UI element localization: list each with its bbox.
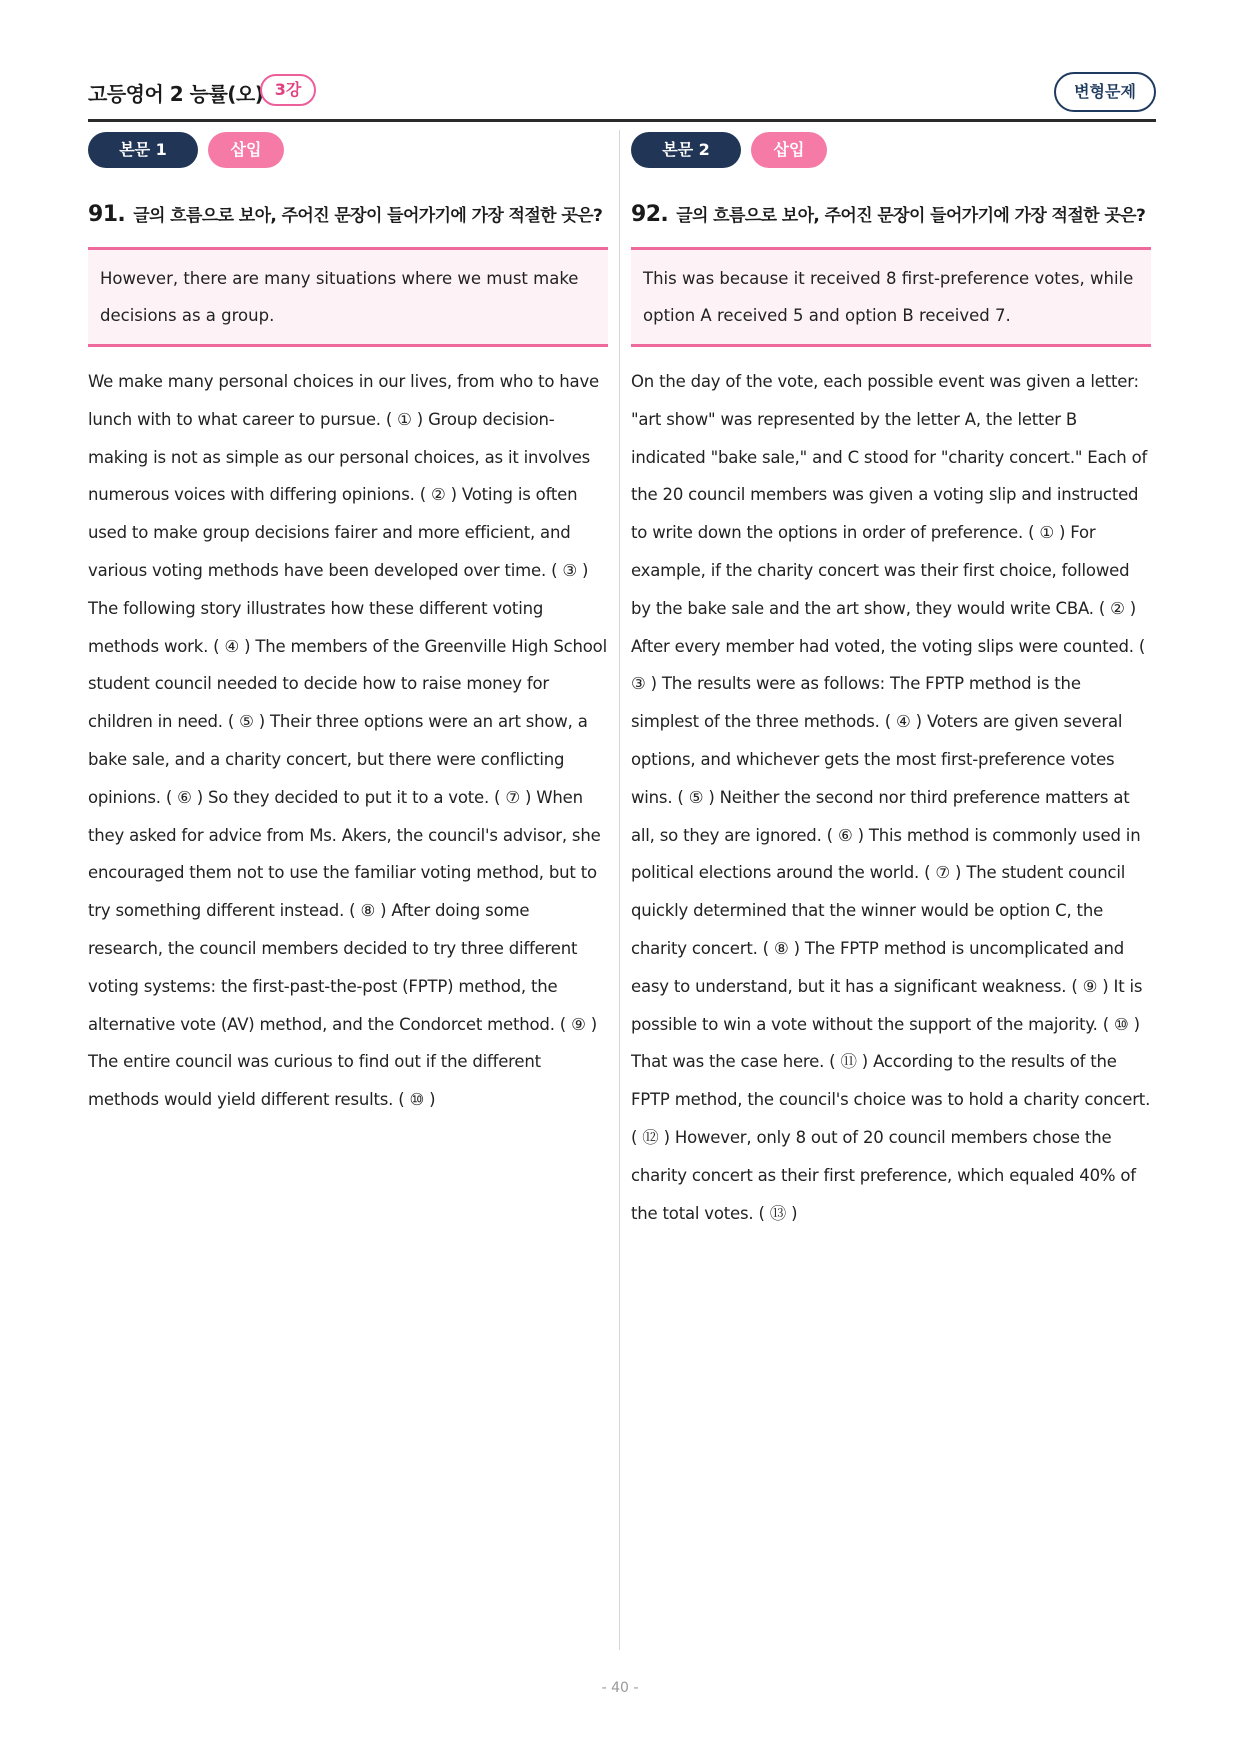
tag-row bbox=[631, 132, 1151, 168]
question-prompt bbox=[88, 198, 608, 233]
given-sentence-box: This was because it received 8 first-preference votes, while option A received 5 and option B received 7. bbox=[631, 247, 1151, 347]
page-number: - 40 - bbox=[601, 1680, 639, 1696]
given-sentence-box: However, there are many situations where we must make decisions as a group. bbox=[88, 247, 608, 347]
question-type-tag: 삽입 bbox=[208, 132, 284, 168]
problem-type-badge: 변형문제 bbox=[1054, 72, 1156, 112]
tag-row bbox=[88, 132, 608, 168]
question-column-right bbox=[631, 132, 1151, 1232]
lecture-badge: 3강 bbox=[260, 74, 316, 106]
column-divider bbox=[619, 130, 620, 1650]
question-prompt bbox=[631, 198, 1151, 233]
question-column-left bbox=[88, 132, 608, 1119]
question-text: 글의 흐름으로 보아, 주어진 문장이 들어가기에 가장 적절한 곳은? bbox=[676, 206, 1146, 226]
question-type-tag: 삽입 bbox=[751, 132, 827, 168]
passage-text: On the day of the vote, each possible event was given a letter: "art show" was represented by the letter A, the letter B indicated "bake sale," and C stood for "charity concert." Each of the 20 council members was given a voting slip and instructed to write down the options in order of preference. ( ① ) For example, if the charity concert was their first choice, followed by the bake sale and the art show, they would write CBA. ( ② ) After every member had voted, the voting slips were counted. ( ③ ) The results were as follows: The FPTP method is the simplest of the three methods. ( ④ ) Voters are given several options, and whichever gets the most first-preference votes wins. ( ⑤ ) Neither the second nor third preference matters at all, so they are ignored. ( ⑥ ) This method is commonly used in political elections around the world. ( ⑦ ) The student council quickly determined that the winner would be option C, the charity concert. ( ⑧ ) The FPTP method is uncomplicated and easy to understand, but it has a significant weakness. ( ⑨ ) It is possible to win a vote without the support of the majority. ( ⑩ ) That was the case here. ( ⑪ ) According to the results of the FPTP method, the council's choice was to hold a charity concert. ( ⑫ ) However, only 8 out of 20 council members chose the charity concert as their first preference, which equaled 40% of the total votes. ( ⑬ ) bbox=[631, 372, 1151, 1223]
question-number: 91. bbox=[88, 202, 126, 227]
passage-tag: 본문 1 bbox=[88, 132, 198, 168]
question-text: 글의 흐름으로 보아, 주어진 문장이 들어가기에 가장 적절한 곳은? bbox=[133, 206, 603, 226]
workbook-title: 고등영어 2 능률(오) bbox=[88, 82, 264, 106]
question-number: 92. bbox=[631, 202, 669, 227]
passage-text: We make many personal choices in our lives, from who to have lunch with to what career to pursue. ( ① ) Group decision-making is not as simple as our personal choices, as it involves numerous voices with differing opinions. ( ② ) Voting is often used to make group decisions fairer and more efficient, and various voting methods have been developed over time. ( ③ ) The following story illustrates how these different voting methods work. ( ④ ) The members of the Greenville High School student council needed to decide how to raise money for children in need. ( ⑤ ) Their three options were an art show, a bake sale, and a charity concert, but there were conflicting opinions. ( ⑥ ) So they decided to put it to a vote. ( ⑦ ) When they asked for advice from Ms. Akers, the council's advisor, she encouraged them not to use the familiar voting method, but to try something different instead. ( ⑧ ) After doing some research, the council members decided to try three different voting systems: the first-past-the-post (FPTP) method, the alternative vote (AV) method, and the Condorcet method. ( ⑨ ) The entire council was curious to find out if the different methods would yield different results. ( ⑩ ) bbox=[88, 372, 607, 1110]
header-rule bbox=[88, 119, 1156, 122]
passage-tag: 본문 2 bbox=[631, 132, 741, 168]
